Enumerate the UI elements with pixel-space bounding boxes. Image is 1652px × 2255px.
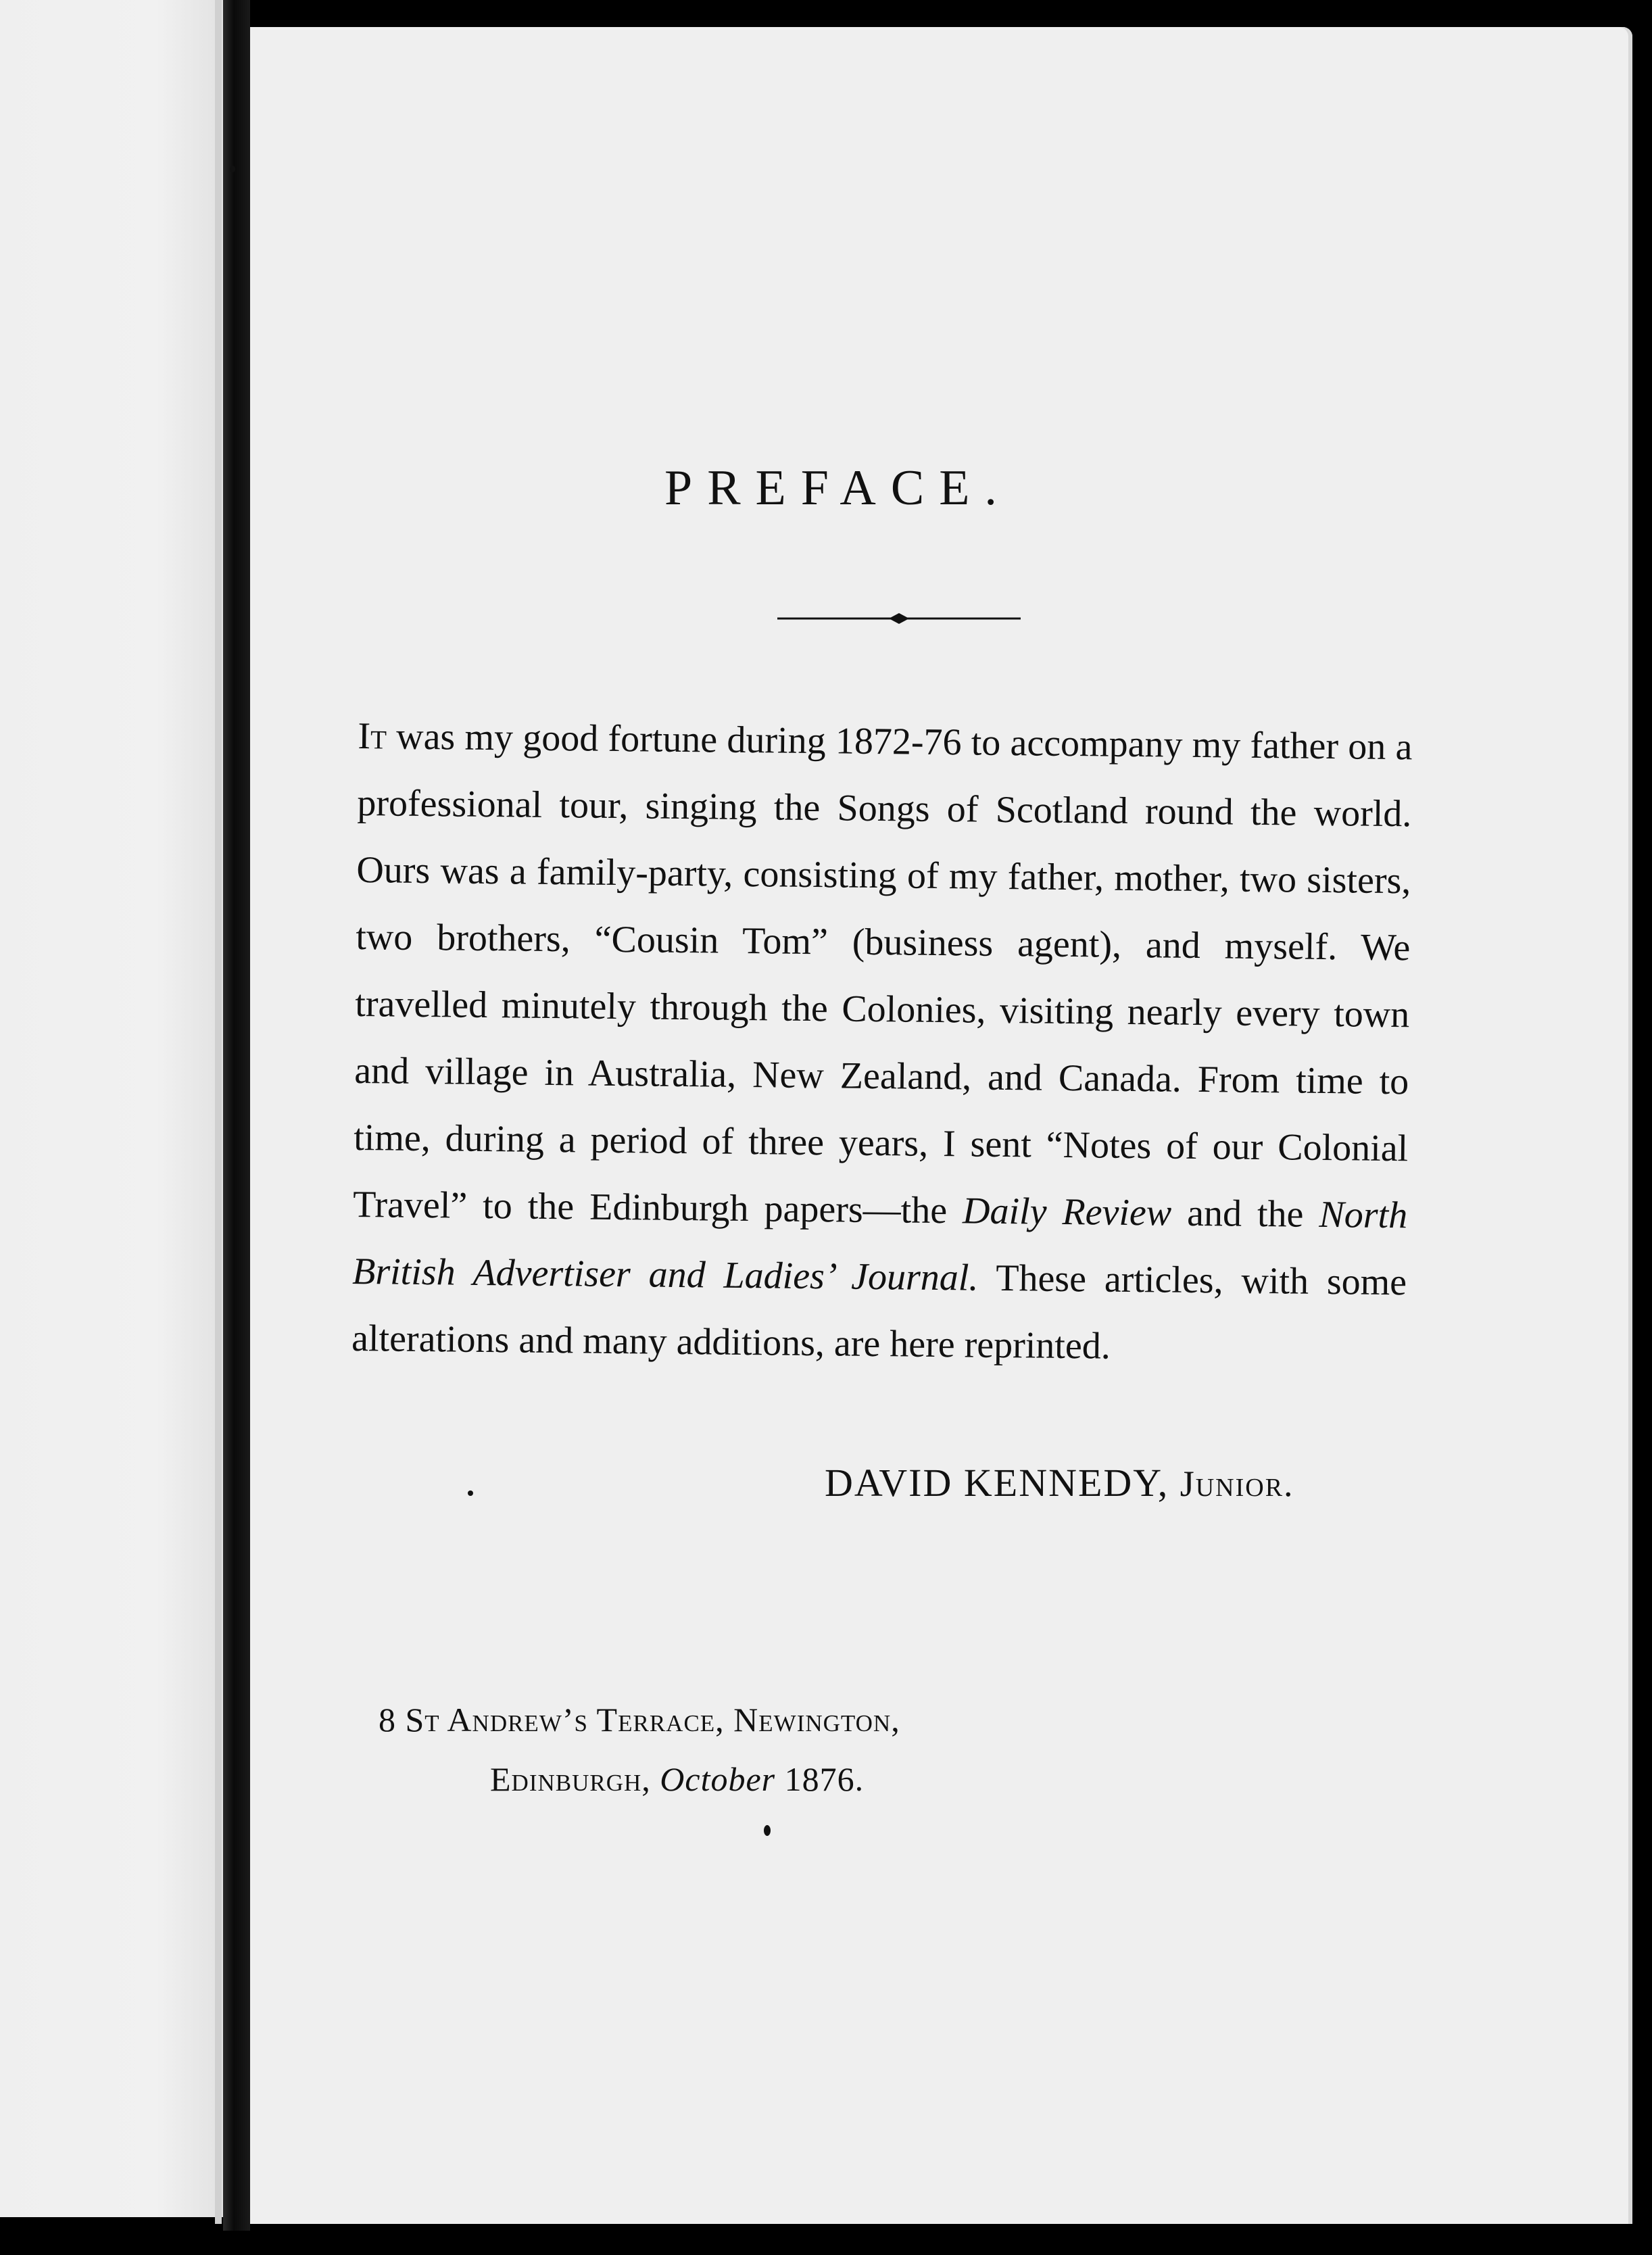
body-text-3: These articles, with some alterations and many additions, are here reprinted. (351, 1257, 1407, 1367)
address-line-1: 8 St Andrew’s Terrace, Newington, (379, 1701, 900, 1739)
ink-speck (468, 1490, 473, 1496)
ink-speck (230, 166, 235, 172)
signature-suffix: Junior. (1180, 1463, 1294, 1504)
address-block (379, 1690, 900, 1809)
left-page (0, 0, 223, 2217)
address-place: Edinburgh, (490, 1760, 651, 1798)
italic-title-2: North British Advertiser and Ladies’ Journal. (351, 1193, 1408, 1299)
signature-name: DAVID KENNEDY, (825, 1461, 1169, 1505)
address-line-2 (379, 1749, 900, 1809)
lead-word: It (358, 714, 387, 758)
body-text-1: was my good fortune during 1872-76 to accompany my father on a professional tour, singing the Songs of Scotland round the world. Ours was a family-party, consisting of my father, mother, two sisters, two brothers, “Cousin Tom” (business agent), and myself. We travelled minutely through the Colonies, visiting nearly every town and village in Australia, New Zealand, and Canada. From time to time, during a period of three years, I sent “Notes of our Colonial Travel” to the Edinburgh papers—the (352, 715, 1413, 1232)
page-title: PREFACE. (664, 460, 1012, 516)
title-ornament (777, 608, 1021, 629)
address-month: October (660, 1760, 776, 1798)
ink-speck (764, 1825, 771, 1836)
preface-paragraph (351, 703, 1413, 1383)
body-text-2: and the (1171, 1192, 1319, 1236)
book-gutter (223, 0, 250, 2231)
signature (825, 1460, 1294, 1505)
italic-title-1: Daily Review (962, 1190, 1172, 1234)
address-year: 1876. (784, 1760, 865, 1798)
page-edge (215, 0, 222, 2224)
